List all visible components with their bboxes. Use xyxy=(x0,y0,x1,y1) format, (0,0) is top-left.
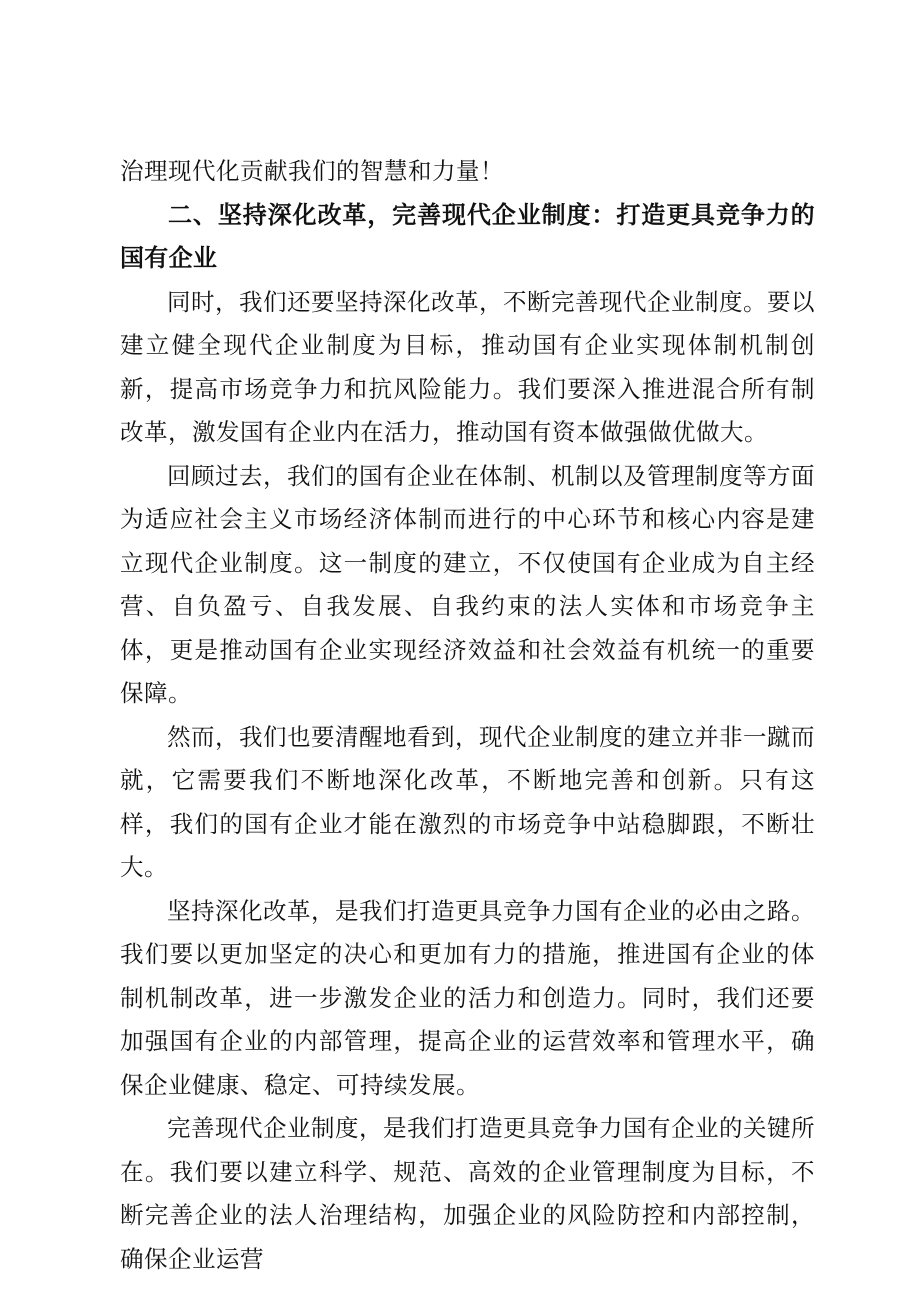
paragraph: 回顾过去，我们的国有企业在体制、机制以及管理制度等方面为适应社会主义市场经济体制而进行的中心环节和核心内容是建立现代企业制度。这一制度的建立，不仅使国有企业成为自主经营、自负盈亏、自我发展、自我约束的法人实体和市场竞争主体，更是推动国有企业实现经济效益和社会效益有机统一的重要保障。 xyxy=(120,461,815,707)
paragraph: 坚持深化改革，是我们打造更具竞争力国有企业的必由之路。我们要以更加坚定的决心和更加有力的措施，推进国有企业的体制机制改革，进一步激发企业的活力和创造力。同时，我们还要加强国有企业的内部管理，提高企业的运营效率和管理水平，确保企业健康、稳定、可持续发展。 xyxy=(120,896,815,1099)
paragraph: 完善现代企业制度，是我们打造更具竞争力国有企业的关键所在。我们要以建立科学、规范、高效的企业管理制度为目标，不断完善企业的法人治理结构，加强企业的风险防控和内部控制，确保企业运营 xyxy=(120,1114,815,1273)
paragraph: 然而，我们也要清醒地看到，现代企业制度的建立并非一蹴而就，它需要我们不断地深化改革，不断地完善和创新。只有这样，我们的国有企业才能在激烈的市场竞争中站稳脚跟，不断壮大。 xyxy=(120,722,815,881)
document-body xyxy=(120,150,815,1281)
continuation-line: 治理现代化贡献我们的智慧和力量！ xyxy=(120,157,504,185)
paragraph: 同时，我们还要坚持深化改革，不断完善现代企业制度。要以建立健全现代企业制度为目标，推动国有企业实现体制机制创新，提高市场竞争力和抗风险能力。我们要深入推进混合所有制改革，激发国有企业内在活力，推动国有资本做强做优做大。 xyxy=(120,287,815,446)
section-heading: 二、坚持深化改革，完善现代企业制度：打造更具竞争力的国有企业 xyxy=(120,200,815,272)
